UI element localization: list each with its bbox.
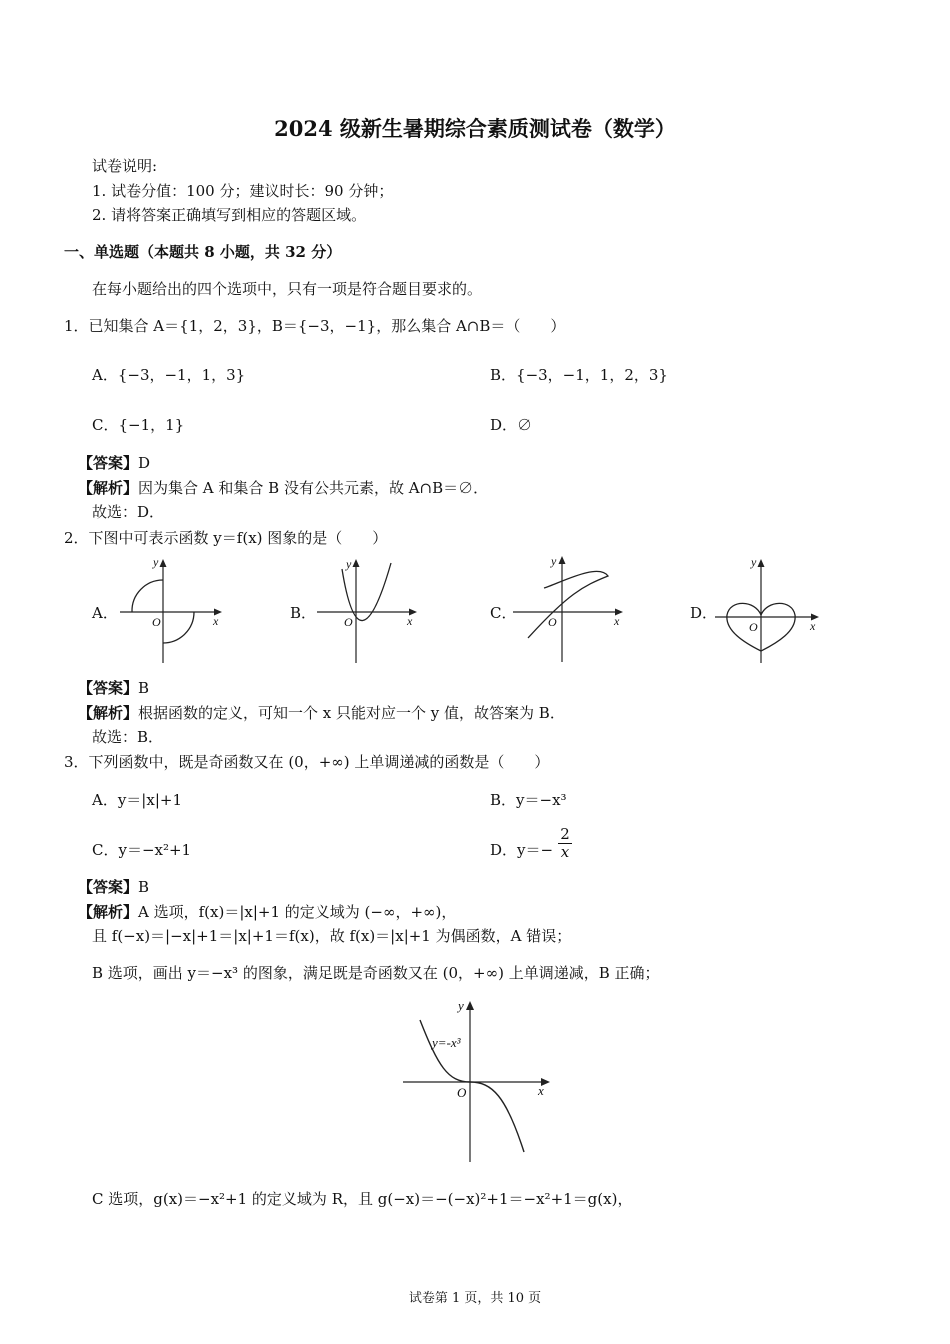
q3-option-d-label: D．	[490, 841, 518, 859]
analysis-label: 【解析】	[78, 479, 139, 497]
origin-label: O	[344, 615, 353, 629]
page-title: 2024 级新生暑期综合素质测试卷（数学）	[274, 116, 676, 141]
q2-graph-a	[115, 555, 225, 667]
q3-option-d	[490, 839, 553, 860]
y-axis-label: y	[153, 555, 159, 569]
y-axis-label: y	[346, 557, 352, 571]
origin-label: O	[548, 615, 557, 629]
q1-option-b: B．{−3，−1，1，2，3}	[490, 366, 668, 384]
q3-option-c: C．y＝−x²+1	[92, 841, 192, 859]
y-axis-label: y	[751, 555, 757, 569]
curve-label: y=-x³	[432, 1035, 461, 1050]
section-heading: 一、单选题（本题共 8 小题，共 32 分）	[64, 243, 342, 261]
instructions-heading: 试卷说明:	[92, 157, 158, 175]
page-footer: 试卷第 1 页，共 10 页	[408, 1291, 542, 1306]
q2-option-a: A．	[92, 604, 118, 622]
q2-graph-d	[710, 555, 825, 667]
q2-analysis: 根据函数的定义，可知一个 x 只能对应一个 y 值，故答案为 B．	[138, 704, 565, 722]
q2-option-d: D．	[690, 604, 718, 622]
cubic-graph	[398, 996, 558, 1166]
q1-answer-row	[78, 452, 150, 473]
x-axis-label: x	[810, 619, 816, 633]
y-axis-label: y	[458, 998, 464, 1013]
x-axis-label: x	[407, 614, 413, 628]
q2-graph-b	[312, 555, 422, 667]
q3-analysis-line1: A 选项，f(x)＝|x|+1 的定义域为 (−∞，+∞)，	[138, 903, 457, 921]
q3-option-d-fraction	[558, 826, 572, 861]
instructions-item-1: 1. 试卷分值：100 分；建议时长：90 分钟；	[92, 182, 394, 200]
origin-label: O	[749, 620, 758, 634]
q3-option-b: B．y＝−x³	[490, 791, 567, 809]
q2-option-c: C．	[490, 604, 517, 622]
x-axis-label: x	[614, 614, 620, 628]
q3-answer: B	[138, 878, 150, 896]
fraction-denominator: x	[560, 843, 570, 861]
answer-label: 【答案】	[78, 454, 139, 472]
q3-analysis-line2: 且 f(−x)＝|−x|+1＝|x|+1＝f(x)，故 f(x)＝|x|+1 为偶函数，A 错误；	[92, 927, 572, 945]
q1-analysis: 因为集合 A 和集合 B 没有公共元素，故 A∩B＝∅．	[138, 479, 489, 497]
q1-conclusion: 故选：D．	[92, 503, 165, 521]
instructions-item-2: 2. 请将答案正确填写到相应的答题区域。	[92, 206, 367, 224]
q2-graph-c	[508, 552, 628, 664]
analysis-label: 【解析】	[78, 903, 139, 921]
origin-label: O	[457, 1085, 467, 1100]
q3-analysis-line3: B 选项，画出 y＝−x³ 的图象，满足既是奇函数又在 (0，+∞) 上单调递减，B 正确；	[92, 964, 660, 982]
q2-answer-row	[78, 677, 149, 698]
q3-answer-row	[78, 876, 149, 897]
answer-label: 【答案】	[78, 878, 139, 896]
q1-option-c: C．{−1，1}	[92, 416, 185, 434]
answer-label: 【答案】	[78, 679, 139, 697]
section-note: 在每小题给出的四个选项中，只有一项是符合题目要求的。	[92, 280, 483, 298]
y-axis-label: y	[551, 554, 557, 568]
q1-answer: D	[138, 454, 151, 472]
x-axis-label: x	[538, 1083, 544, 1098]
analysis-label: 【解析】	[78, 704, 139, 722]
q1-option-d: D．∅	[490, 416, 533, 434]
q3-option-d-prefix: y＝−	[517, 841, 554, 859]
q2-analysis-row	[78, 702, 565, 723]
q2-conclusion: 故选：B．	[92, 728, 164, 746]
q2-answer: B	[138, 679, 150, 697]
q3-option-a: A．y＝|x|+1	[92, 791, 182, 809]
q3-stem: 3．下列函数中，既是奇函数又在 (0，+∞) 上单调递减的函数是（ ）	[64, 753, 550, 771]
q1-analysis-row	[78, 477, 488, 498]
q1-option-a: A．{−3，−1，1，3}	[92, 366, 246, 384]
q2-stem: 2．下图中可表示函数 y＝f(x) 图象的是（ ）	[64, 529, 388, 547]
q3-analysis-row	[78, 901, 456, 922]
q2-option-b: B．	[290, 604, 317, 622]
x-axis-label: x	[213, 614, 219, 628]
q3-analysis-line4: C 选项，g(x)＝−x²+1 的定义域为 R，且 g(−x)＝−(−x)²+1＝−x²+1＝g(x)，	[92, 1190, 633, 1208]
origin-label: O	[152, 615, 161, 629]
fraction-numerator: 2	[558, 826, 572, 844]
q1-stem: 1．已知集合 A＝{1，2，3}，B＝{−3，−1}，那么集合 A∩B＝（ ）	[64, 317, 566, 335]
